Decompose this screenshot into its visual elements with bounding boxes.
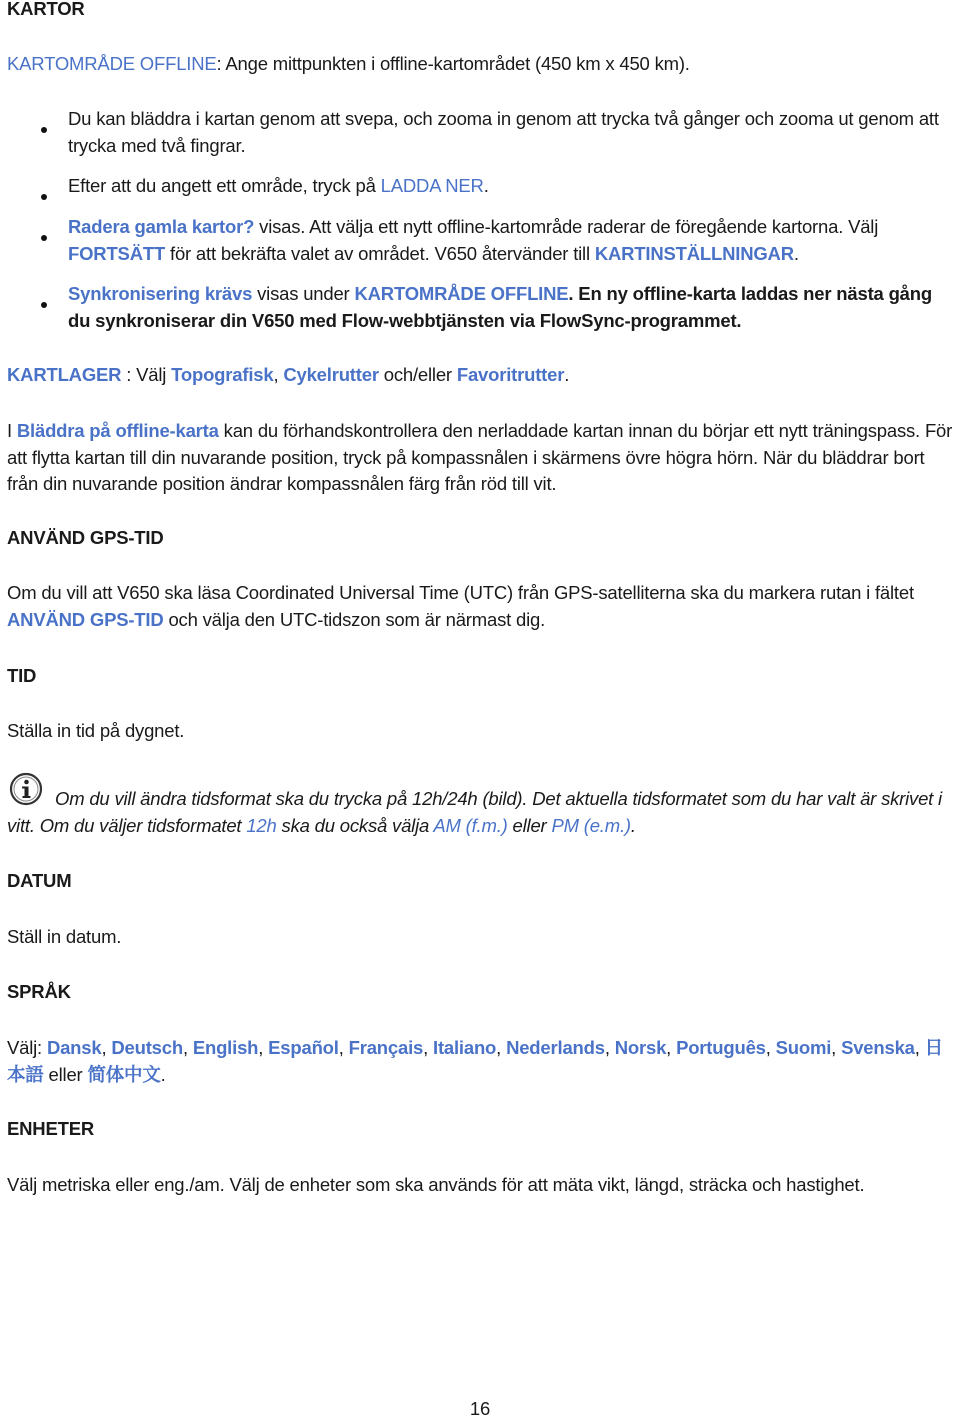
am-label: AM (f.m.) bbox=[433, 814, 508, 836]
language-separator: , bbox=[423, 1037, 433, 1058]
browse-offline-map-label: Bläddra på offline-karta bbox=[16, 420, 219, 441]
pm-label: PM (e.m.) bbox=[551, 814, 631, 836]
units-paragraph: Välj metriska eller eng./am. Välj de enheter som ska används för att mäta vikt, längd, sträcka och hastighet. bbox=[7, 1174, 865, 1195]
format-12h-label: 12h bbox=[246, 814, 277, 836]
layer-option-topographic: Topografisk bbox=[171, 364, 274, 385]
bullet-dot bbox=[41, 302, 47, 308]
bullet2-post: . bbox=[483, 175, 489, 196]
language-option: English bbox=[192, 1037, 259, 1058]
language-separator: , bbox=[666, 1037, 677, 1058]
language-option: Suomi bbox=[775, 1037, 832, 1058]
offline-area-label: KARTOMRÅDE OFFLINE bbox=[7, 53, 217, 74]
note-text3: eller bbox=[507, 814, 552, 836]
language-separator: , bbox=[182, 1037, 193, 1058]
offline-area-ref: KARTOMRÅDE OFFLINE bbox=[354, 283, 569, 304]
language-option: Français bbox=[348, 1037, 424, 1058]
gps-text1: Om du vill att V650 ska läsa Coordinated Universal Time (UTC) från GPS-satelliterna ska du markera rutan i fältet bbox=[7, 582, 914, 603]
gps-time-paragraph bbox=[7, 580, 954, 633]
section-heading-time: TID bbox=[7, 665, 37, 686]
offline-area-paragraph bbox=[7, 51, 954, 78]
sync-required-label: Synkronisering krävs bbox=[68, 283, 253, 304]
language-paragraph bbox=[7, 1035, 954, 1088]
time-format-note bbox=[7, 786, 954, 839]
language-separator: , bbox=[496, 1037, 507, 1058]
language-option: Nederlands bbox=[506, 1037, 605, 1058]
language-option: Español bbox=[268, 1037, 339, 1058]
delete-old-maps-label: Radera gamla kartor? bbox=[68, 216, 255, 237]
language-separator: , bbox=[765, 1037, 776, 1058]
layer-option-bike-routes: Cykelrutter bbox=[283, 364, 379, 385]
language-separator: , bbox=[914, 1037, 925, 1058]
map-layers-paragraph bbox=[7, 362, 954, 389]
language-separator: , bbox=[258, 1037, 269, 1058]
language-option: Italiano bbox=[433, 1037, 497, 1058]
bullet-delete-maps bbox=[68, 214, 956, 267]
language-separator: , bbox=[831, 1037, 842, 1058]
date-paragraph: Ställ in datum. bbox=[7, 926, 122, 947]
language-option: Dansk bbox=[46, 1037, 102, 1058]
layers-sep: , bbox=[273, 364, 284, 385]
note-text1: Om du vill ändra tidsformat ska du trycka på 12h/24h (bild). Det aktuella tidsformatet som du har valt är skrivet i vitt. Om du väljer tidsformatet bbox=[7, 788, 942, 836]
bullet-browse-zoom: Du kan bläddra i kartan genom att svepa, och zooma in genom att trycka två gånger och zooma ut genom att trycka med två fingrar. bbox=[68, 108, 939, 156]
language-prefix: Välj: bbox=[7, 1037, 47, 1058]
language-separator: eller bbox=[43, 1063, 88, 1085]
section-heading-units: ENHETER bbox=[7, 1118, 94, 1139]
download-label: LADDA NER bbox=[380, 175, 484, 196]
offline-area-text: : Ange mittpunkten i offline-kartområdet (450 km x 450 km). bbox=[216, 53, 690, 74]
bullet-dot bbox=[41, 194, 47, 200]
language-separator: , bbox=[338, 1037, 349, 1058]
layers-text1: : Välj bbox=[121, 364, 172, 385]
bullet3-text1: visas. Att välja ett nytt offline-kartområde raderar de föregående kartorna. Välj bbox=[254, 216, 879, 237]
gps-text2: och välja den UTC-tidszon som är närmast dig. bbox=[163, 608, 546, 630]
layers-text3: . bbox=[564, 364, 570, 385]
layers-text2: och/eller bbox=[378, 364, 457, 385]
browse-offline-map-paragraph bbox=[7, 418, 954, 498]
section-heading-gps-time: ANVÄND GPS-TID bbox=[7, 527, 164, 548]
language-option: Deutsch bbox=[111, 1037, 183, 1058]
section-heading-maps: KARTOR bbox=[7, 0, 85, 19]
language-option: Norsk bbox=[614, 1037, 667, 1058]
bullet3-text3: . bbox=[793, 242, 799, 264]
continue-label: FORTSÄTT bbox=[68, 242, 166, 264]
language-separator: , bbox=[101, 1037, 112, 1058]
language-option: 日本語 bbox=[7, 1037, 943, 1085]
browse-text: kan du förhandskontrollera den nerladdade kartan innan du börjar ett nytt träningspass. För att flytta kartan till din nuvarande position, tryck på kompassnålen i skärmens övre högra hörn. När du bläddrar bort från din nuvarande position ändrar kompassnålen färg från röd till vit. bbox=[7, 420, 953, 494]
browse-pre: I bbox=[7, 420, 17, 441]
language-option: 简体中文 bbox=[87, 1063, 161, 1085]
bullet-dot bbox=[41, 127, 47, 133]
language-separator: , bbox=[604, 1037, 615, 1058]
layer-option-favorite-routes: Favoritrutter bbox=[456, 364, 565, 385]
bullet-dot bbox=[41, 235, 47, 241]
bullet2-pre: Efter att du angett ett område, tryck på bbox=[68, 175, 381, 196]
page-number: 16 bbox=[469, 1398, 491, 1419]
map-settings-label: KARTINSTÄLLNINGAR bbox=[594, 242, 794, 264]
language-option: Svenska bbox=[841, 1037, 915, 1058]
time-paragraph: Ställa in tid på dygnet. bbox=[7, 720, 185, 741]
use-gps-time-label: ANVÄND GPS-TID bbox=[7, 608, 164, 630]
bullet-sync-required bbox=[68, 281, 956, 334]
note-text4: . bbox=[630, 814, 636, 836]
bullet-download bbox=[68, 173, 956, 200]
map-layers-label: KARTLAGER bbox=[7, 364, 122, 385]
bullet3-text2: för att bekräfta valet av området. V650 återvänder till bbox=[165, 242, 595, 264]
bullet4-text2: . En ny offline-karta laddas ner nästa gång du synkroniserar din V650 med Flow-webbtjänsten via FlowSync-programmet. bbox=[68, 283, 932, 331]
language-option: Português bbox=[676, 1037, 766, 1058]
language-separator: . bbox=[160, 1063, 166, 1085]
section-heading-date: DATUM bbox=[7, 870, 72, 891]
bullet4-text1: visas under bbox=[252, 283, 355, 304]
section-heading-language: SPRÅK bbox=[7, 981, 71, 1002]
note-text2: ska du också välja bbox=[276, 814, 434, 836]
